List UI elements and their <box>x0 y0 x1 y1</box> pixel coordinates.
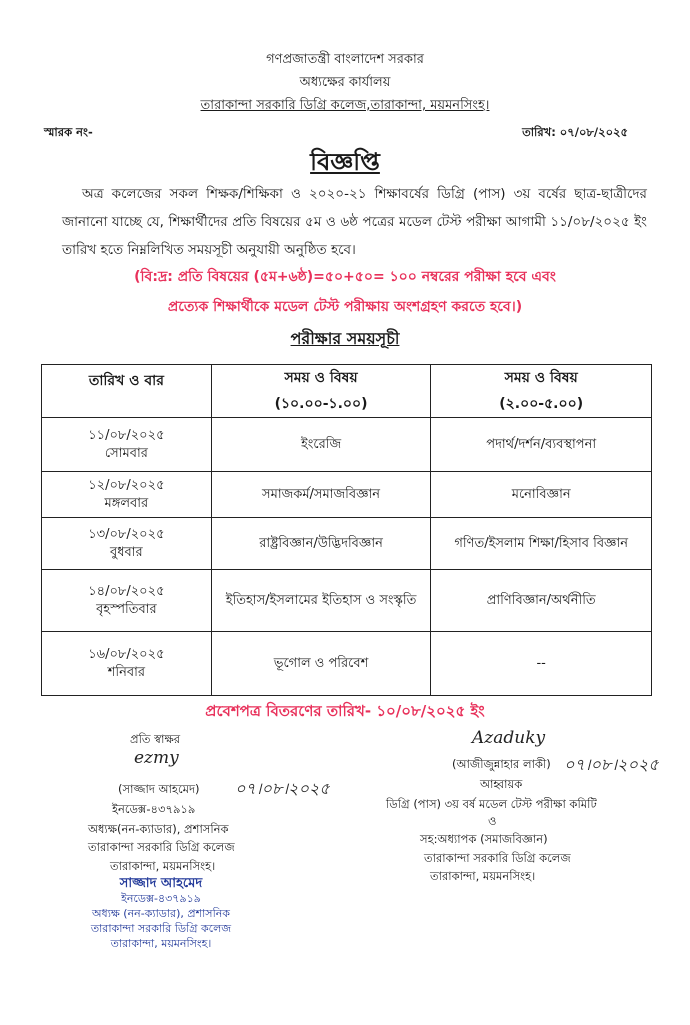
principal-seal <box>66 876 256 951</box>
seal-index: ইনডেক্স-৪৩৭৯১৯ <box>121 892 201 905</box>
row-slot-2-subject: মনোবিজ্ঞান <box>431 472 652 518</box>
row-date: ১৪/০৮/২০২৫ <box>88 583 165 599</box>
memo-number-label: স্মারক নং- <box>44 125 93 139</box>
row-day: বুধবার <box>110 544 143 560</box>
right-committee: ডিগ্রি (পাস) ৩য় বর্ষ মডেল টেস্ট পরীক্ষা কমিটি <box>386 797 597 811</box>
right-signature-scrawl: Azaduky <box>472 728 546 748</box>
row-date: ১৬/০৮/২০২৫ <box>88 646 165 662</box>
row-slot-1-subject: রাষ্ট্রবিজ্ঞান/উদ্ভিদবিজ্ঞান <box>211 518 431 570</box>
header-slot-2-time: (২.০০-৫.০০) <box>499 396 584 412</box>
schedule-table <box>41 364 652 696</box>
seal-name: সাজ্জাদ আহমেদ <box>119 876 203 891</box>
table-row <box>42 570 652 632</box>
notice-title: বিজ্ঞপ্তি <box>310 148 380 176</box>
row-date-cell <box>42 570 212 632</box>
admit-card-distribution: প্রবেশপত্র বিতরণের তারিখ- ১০/০৮/২০২৫ ইং <box>205 702 485 720</box>
row-slot-2-subject: প্রাণিবিজ্ঞান/অর্থনীতি <box>431 570 652 632</box>
header-slot-2-label: সময় ও বিষয় <box>504 370 578 386</box>
notice-paragraph: অত্র কলেজের সকল শিক্ষক/শিক্ষিকা ও ২০২০-২১ শিক্ষাবর্ষের ডিগ্রি (পাস) ৩য় বর্ষের ছাত্র-ছাত্রীদের জানানো যাচ্ছে যে, শিক্ষার্থীদের প্রতি বিষয়ের ৫ম ও ৬ষ্ঠ পত্রের মডেল টেস্ট পরীক্ষা আগামী ১১/০৮/২০২৫ ইং তারিখ হতে নিম্নলিখিত সময়সূচী অনুযায়ী অনুষ্ঠিত হবে। <box>62 186 647 258</box>
header-slot-1-time: (১০.০০-১.০০) <box>274 396 368 412</box>
header-college: তারাকান্দা সরকারি ডিগ্রি কলেজ,তারাকান্দা, ময়মনসিংহ। <box>200 98 490 113</box>
row-slot-2-subject: গণিত/ইসলাম শিক্ষা/হিসাব বিজ্ঞান <box>431 518 652 570</box>
right-and: ও <box>488 814 497 828</box>
row-day: শনিবার <box>107 664 146 680</box>
row-day: মঙ্গলবার <box>104 495 149 511</box>
left-title: অধ্যক্ষ(নন-ক্যাডার), প্রশাসনিক <box>88 822 229 836</box>
row-day: সোমবার <box>104 445 148 461</box>
left-signatory-name: (সাজ্জাদ আহমেদ) <box>118 782 200 796</box>
header-slot-1-label: সময় ও বিষয় <box>284 370 358 386</box>
note-line-1: (বি:দ্র: প্রতি বিষয়ের (৫ম+৬ষ্ঠ)=৫০+৫০= ১০০ নম্বরের পরীক্ষা হবে এবং <box>134 269 556 285</box>
schedule-title: পরীক্ষার সময়সূচী <box>290 329 400 348</box>
row-day: বৃহস্পতিবার <box>96 601 157 617</box>
table-row <box>42 418 652 472</box>
note-line-2: প্রত্যেক শিক্ষার্থীকে মডেল টেস্ট পরীক্ষায় অংশগ্রহণ করতে হবে।) <box>167 299 523 315</box>
row-slot-1-subject: ভূগোল ও পরিবেশ <box>211 632 431 696</box>
row-slot-1-subject: ইতিহাস/ইসলামের ইতিহাস ও সংস্কৃতি <box>211 570 431 632</box>
row-date: ১২/০৮/২০২৫ <box>88 477 165 493</box>
header-slot-1 <box>211 365 431 418</box>
row-slot-2-subject: -- <box>431 632 652 696</box>
header-office: অধ্যক্ষের কার্যালয় <box>299 75 391 90</box>
notice-note <box>40 262 650 322</box>
left-org: তারাকান্দা সরকারি ডিগ্রি কলেজ <box>88 840 235 854</box>
right-signatory-name: (আজীজুন্নাহার লাকী) <box>452 757 551 771</box>
countersign-caption: প্রতি স্বাক্ষর <box>130 732 181 746</box>
row-date: ১৩/০৮/২০২৫ <box>88 526 165 542</box>
left-index: ইনডেক্স-৪৩৭৯১৯ <box>112 802 196 816</box>
row-date-cell <box>42 418 212 472</box>
left-place: তারাকান্দা, ময়মনসিংহ। <box>110 859 216 873</box>
row-date: ১১/০৮/২০২৫ <box>88 427 165 443</box>
row-date-cell <box>42 472 212 518</box>
right-role: আহ্বায়ক <box>480 777 523 791</box>
header-slot-2 <box>431 365 652 418</box>
left-signature-scrawl: ezmy <box>134 748 179 768</box>
table-row <box>42 472 652 518</box>
table-row <box>42 518 652 570</box>
seal-line-2: তারাকান্দা সরকারি ডিগ্রি কলেজ <box>90 922 232 935</box>
right-handwritten-date: ০৭।০৮।২০২৫ <box>564 755 659 774</box>
row-date-cell <box>42 632 212 696</box>
row-slot-2-subject: পদার্থ/দর্শন/ব্যবস্থাপনা <box>431 418 652 472</box>
table-header-row <box>42 365 652 418</box>
seal-line-1: অধ্যক্ষ (নন-ক্যাডার), প্রশাসনিক <box>92 907 230 920</box>
right-designation: সহ:অধ্যাপক (সমাজবিজ্ঞান) <box>420 832 548 846</box>
row-date-cell <box>42 518 212 570</box>
memo-date: তারিখ: ০৭/০৮/২০২৫ <box>522 125 628 139</box>
header-government: গণপ্রজাতন্ত্রী বাংলাদেশ সরকার <box>266 52 424 67</box>
left-handwritten-date: ০৭।০৮।২০২৫ <box>235 779 330 798</box>
right-org: তারাকান্দা সরকারি ডিগ্রি কলেজ <box>424 851 571 865</box>
row-slot-1-subject: ইংরেজি <box>211 418 431 472</box>
seal-line-3: তারাকান্দা, ময়মনসিংহ। <box>110 937 212 950</box>
table-row <box>42 632 652 696</box>
right-place: তারাকান্দা, ময়মনসিংহ। <box>430 869 536 883</box>
header-date-day: তারিখ ও বার <box>42 365 212 418</box>
row-slot-1-subject: সমাজকর্ম/সমাজবিজ্ঞান <box>211 472 431 518</box>
